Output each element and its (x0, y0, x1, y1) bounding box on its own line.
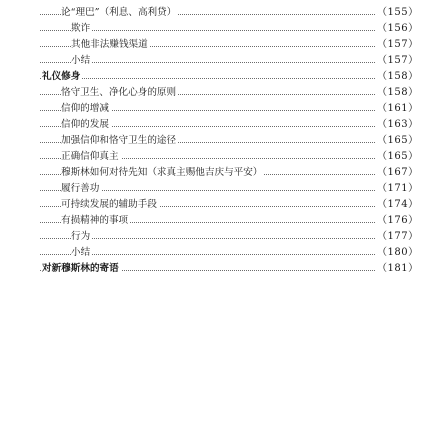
toc-entry-title: 论“理巴”（利息、高利贷） (61, 7, 177, 18)
toc-entry-title: 行为 (71, 231, 91, 242)
toc-entry-page: （156） (377, 23, 419, 34)
toc-entry-title: 有损精神的事项 (61, 215, 129, 226)
toc-entry (0, 5, 441, 21)
toc-entry-page: （177） (377, 231, 419, 242)
toc-entry (0, 149, 441, 165)
toc-entry-title: 穆斯林如何对待先知（求真主赐他吉庆与平安） (61, 167, 263, 178)
toc-entry-title: 恪守卫生、净化心身的原则 (61, 87, 177, 98)
toc-entry (0, 37, 441, 53)
toc-entry-page: （158） (377, 71, 419, 82)
toc-entry-title: 信仰的增减 (61, 103, 109, 114)
toc-entry (0, 53, 441, 69)
toc-entry (0, 245, 441, 261)
toc-entry-title: 加强信仰和恪守卫生的途径 (61, 135, 177, 146)
toc-entry (0, 133, 441, 149)
toc-entry-page: （180） (377, 247, 419, 258)
toc-section-heading (0, 69, 441, 85)
toc-entry (0, 165, 441, 181)
toc-entry-title: 小结 (71, 247, 91, 258)
toc-entry-page: （163） (377, 119, 419, 130)
toc-entry-title: 对新穆斯林的寄语 (42, 263, 119, 274)
toc-entry-page: （176） (377, 215, 419, 226)
toc-entry-title: 履行善功 (61, 183, 100, 194)
toc-section-heading (0, 261, 441, 277)
toc-entry (0, 229, 441, 245)
toc-entry-page: （158） (377, 87, 419, 98)
toc-entry-title: 礼仪修身 (42, 71, 81, 82)
toc-entry-page: （157） (377, 39, 419, 50)
toc-entry-title: 其他非法赚钱渠道 (71, 39, 148, 50)
toc-entry (0, 213, 441, 229)
toc-entry (0, 101, 441, 117)
toc-entry-page: （171） (377, 183, 419, 194)
toc-entry (0, 197, 441, 213)
dot-leader (40, 78, 375, 79)
toc-entry (0, 181, 441, 197)
toc-entry-page: （181） (377, 263, 419, 274)
toc-entry-page: （165） (377, 151, 419, 162)
toc-entry-title: 可持续发展的辅助手段 (61, 199, 157, 210)
toc-entry-title: 欺诈 (71, 23, 91, 34)
toc-entry-title: 正确信仰真主 (61, 151, 119, 162)
toc-entry-title: 小结 (71, 55, 91, 66)
toc-entry-page: （161） (377, 103, 419, 114)
toc-entry-page: （165） (377, 135, 419, 146)
toc-entry (0, 117, 441, 133)
toc-entry (0, 85, 441, 101)
toc-entry-page: （174） (377, 199, 419, 210)
toc-entry-page: （157） (377, 55, 419, 66)
toc-entry-page: （167） (377, 167, 419, 178)
toc-entry-page: （155） (377, 7, 419, 18)
toc-entry (0, 21, 441, 37)
toc-entry-title: 信仰的发展 (61, 119, 109, 130)
